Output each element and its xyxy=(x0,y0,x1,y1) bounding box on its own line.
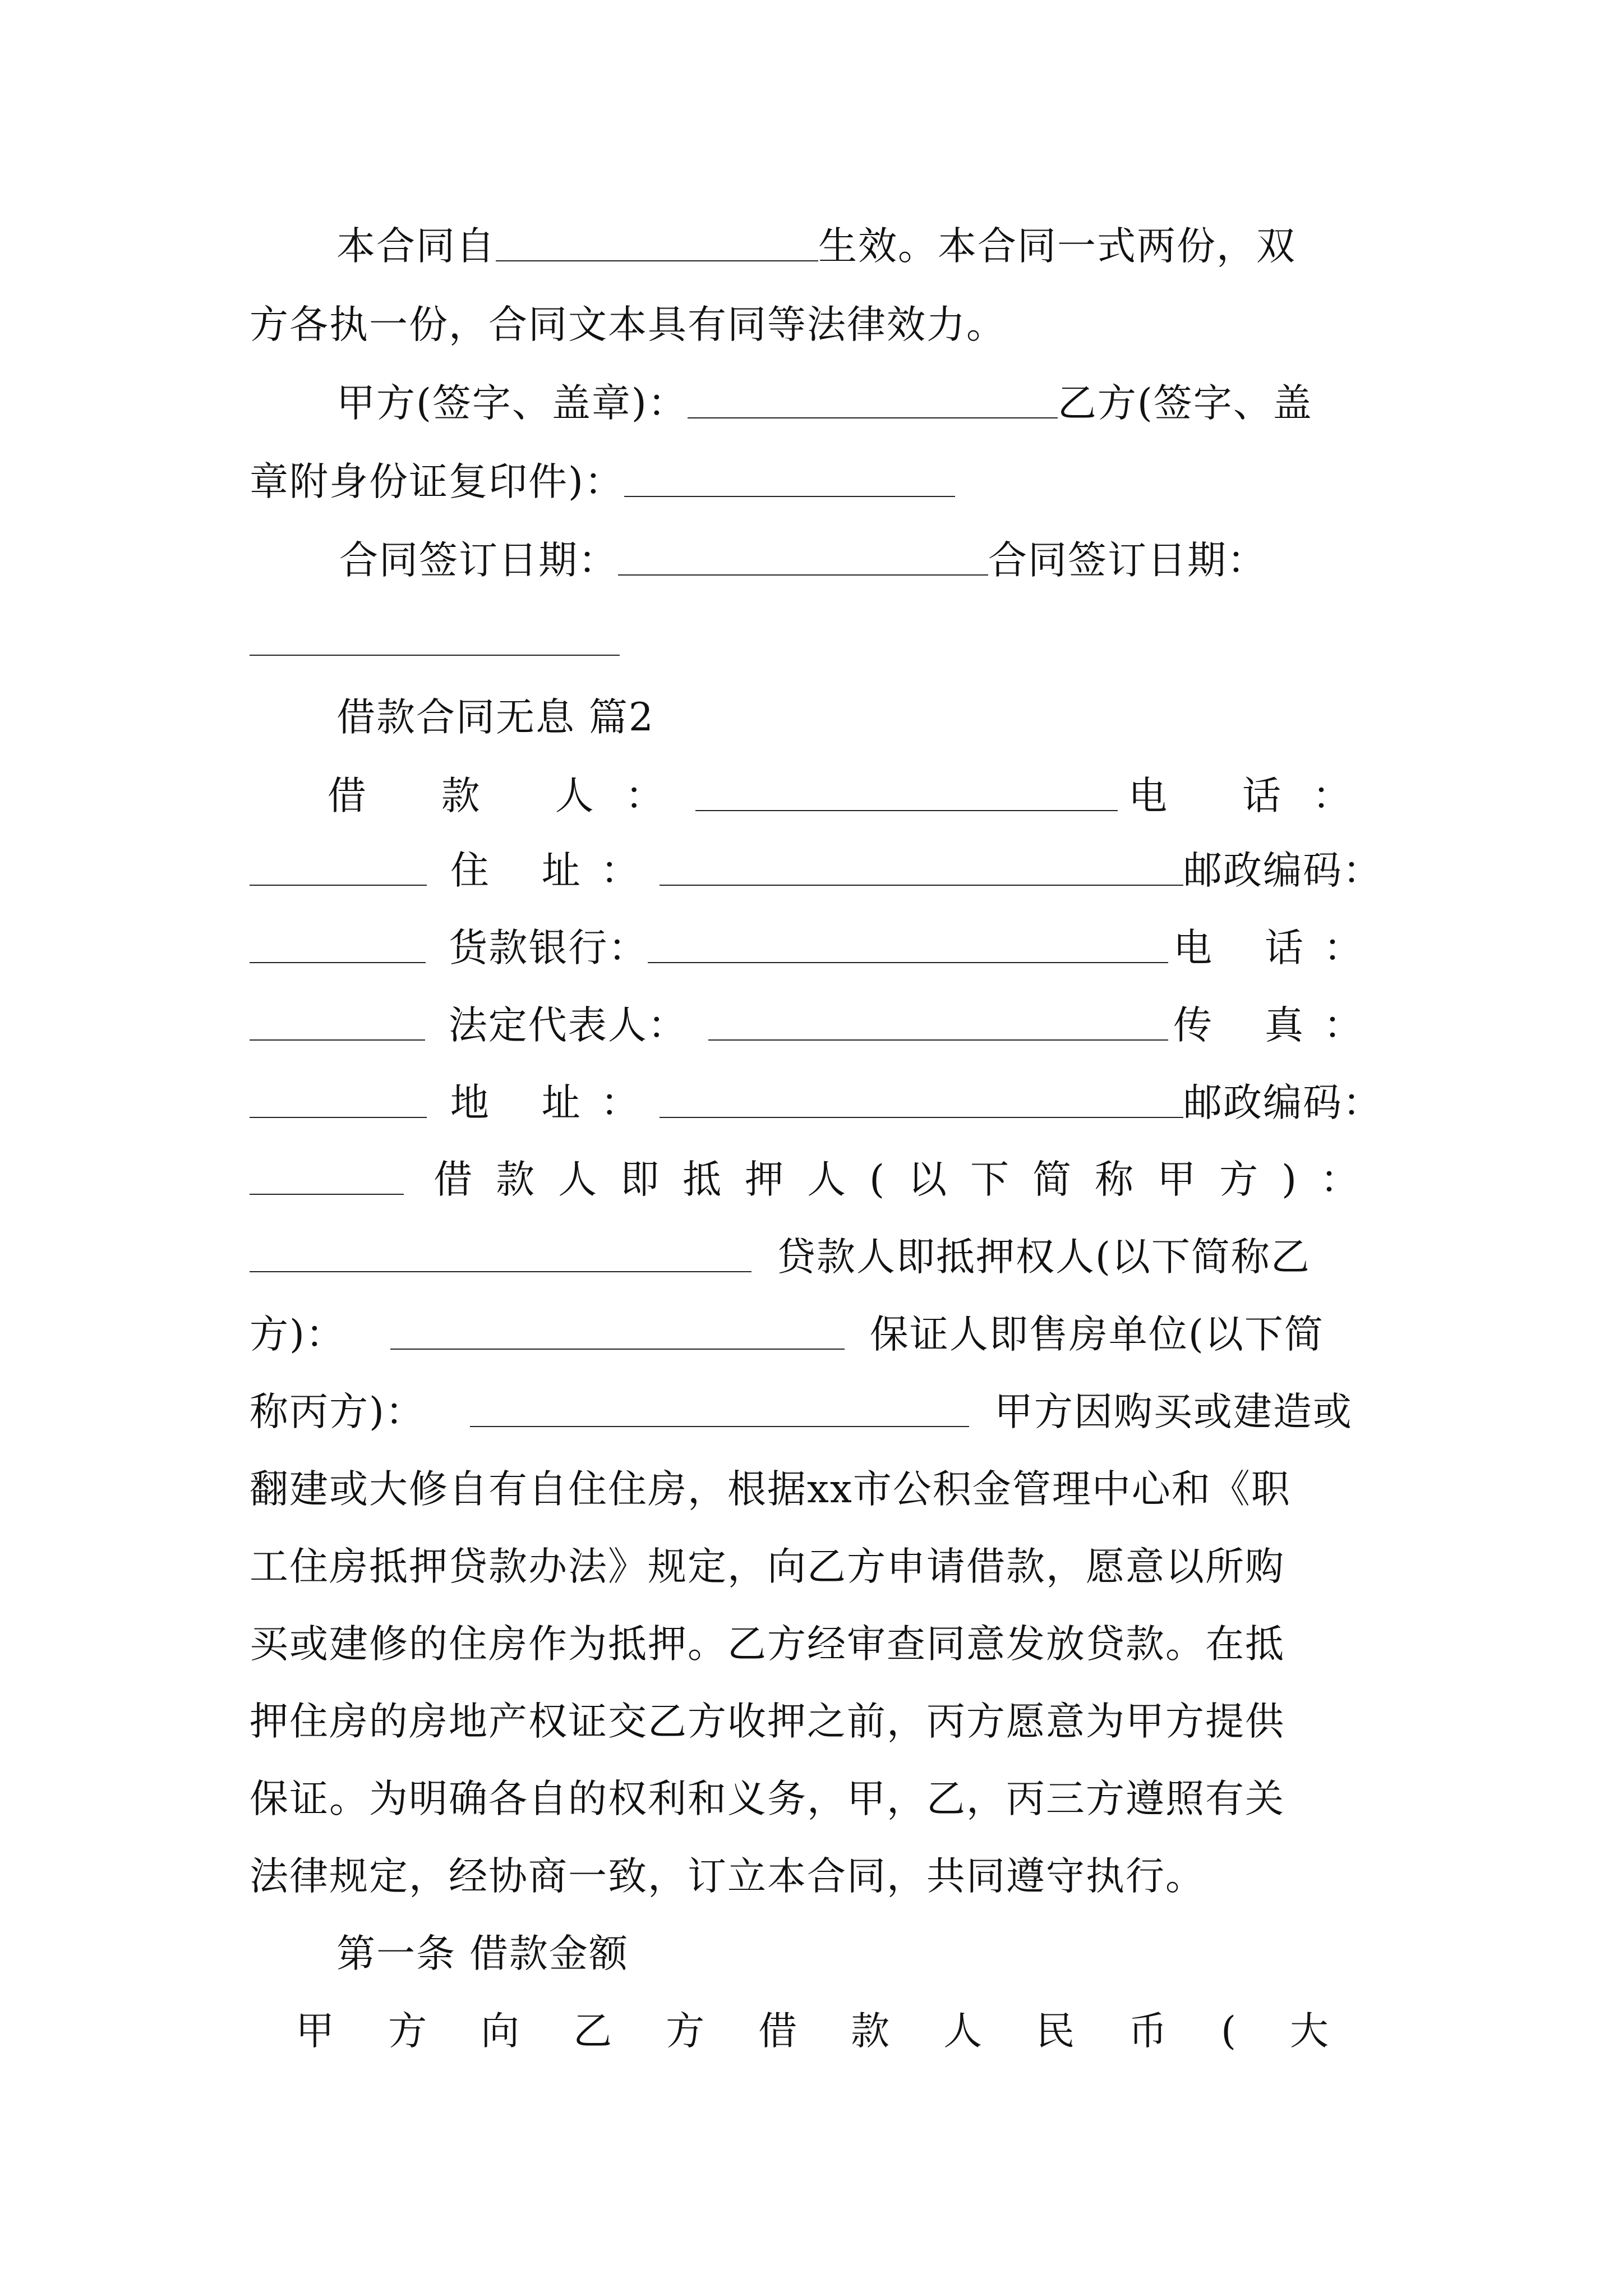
address-label-2: 地 址： xyxy=(450,1080,660,1125)
body-row-2 xyxy=(250,1443,1382,1527)
borrower-label: 借 款 人： xyxy=(327,773,695,818)
body-text-3: 工住房抵押贷款办法》规定，向乙方申请借款，愿意以所购 xyxy=(250,1544,1285,1589)
article-1-text-line xyxy=(250,1985,1382,2069)
party-a-signature-blank xyxy=(688,414,1058,418)
signature-line-a xyxy=(250,357,1382,441)
article-1-text: 甲方向乙方借款人民币(大 xyxy=(296,2008,1382,2054)
sign-date-label-a: 合同签订日期： xyxy=(339,537,618,583)
legal-rep-blank xyxy=(708,1036,1168,1041)
postcode-label-2: 邮政编码： xyxy=(1183,1080,1382,1125)
section-heading: 借款合同无息 篇2 xyxy=(336,694,654,740)
body-text-5: 押住房的房地产权证交乙方收押之前，丙方愿意为甲方提供 xyxy=(250,1699,1285,1744)
fax-blank xyxy=(250,1114,427,1118)
party-b-label-start: 贷款人即抵押权人(以下简称乙 xyxy=(777,1234,1311,1280)
fax-label: 传 真： xyxy=(1173,1002,1382,1048)
address-blank-1 xyxy=(660,881,1183,886)
party-b-signature-label: 乙方(签字、盖 xyxy=(1057,380,1313,426)
phone-label-1: 电 话： xyxy=(1128,773,1382,818)
party-b-signature-blank xyxy=(624,493,955,497)
address-label-1: 住 址： xyxy=(450,848,660,893)
effective-date-blank xyxy=(496,257,818,261)
effective-clause-line xyxy=(250,200,1382,284)
address-row-1 xyxy=(250,825,1382,909)
party-b-blank xyxy=(390,1345,845,1350)
borrower-row xyxy=(250,750,1382,834)
party-b-row xyxy=(250,1211,1382,1295)
sign-date-blank-line xyxy=(250,595,1382,679)
party-a-signature-label: 甲方(签字、盖章)： xyxy=(336,380,688,426)
bank-label: 货款银行： xyxy=(449,925,648,970)
article-1-heading: 第一条 借款金额 xyxy=(336,1931,629,1976)
body-text-1: 甲方因购买或建造或 xyxy=(994,1389,1353,1434)
body-text-6: 保证。为明确各自的权利和义务，甲，乙，丙三方遵照有关 xyxy=(250,1776,1285,1821)
party-a-row xyxy=(250,1134,1382,1218)
copies-clause-line xyxy=(250,279,1382,363)
party-c-blank xyxy=(470,1423,969,1427)
legal-rep-label: 法定代表人： xyxy=(448,1002,688,1048)
bank-row xyxy=(250,902,1382,986)
party-c-label-end: 称丙方)： xyxy=(250,1389,425,1434)
phone-blank-1 xyxy=(250,881,427,886)
bank-blank xyxy=(648,959,1168,963)
body-text-7: 法律规定，经协商一致，订立本合同，共同遵守执行。 xyxy=(250,1853,1205,1899)
signature-line-b xyxy=(250,436,1382,520)
party-b-label-end: 方)： xyxy=(250,1312,345,1357)
legal-rep-row xyxy=(250,979,1382,1064)
body-row-4 xyxy=(250,1598,1382,1682)
phone-label-2: 电 话： xyxy=(1173,925,1382,970)
sign-date-blank-a xyxy=(618,571,988,576)
postcode-blank-2 xyxy=(250,1190,404,1195)
sign-date-line xyxy=(250,514,1382,599)
copies-clause-text: 方各执一份，合同文本具有同等法律效力。 xyxy=(250,302,1006,347)
phone-blank-2 xyxy=(250,1036,425,1041)
body-text-2: 翻建或大修自有自住住房，根据xx市公积金管理中心和《职 xyxy=(250,1466,1291,1512)
party-a-blank xyxy=(250,1268,751,1272)
body-text-4: 买或建修的住房作为抵押。乙方经审查同意发放贷款。在抵 xyxy=(250,1621,1285,1667)
effective-clause-start: 本合同自 xyxy=(336,223,496,269)
postcode-blank-1 xyxy=(250,959,426,963)
address-row-2 xyxy=(250,1057,1382,1141)
effective-clause-end: 生效。本合同一式两份，双 xyxy=(818,223,1296,269)
party-c-row xyxy=(250,1289,1382,1373)
body-row-6 xyxy=(250,1753,1382,1837)
body-row-5 xyxy=(250,1676,1382,1760)
article-1-heading-line xyxy=(250,1908,1382,1992)
section-heading-line xyxy=(250,671,1382,756)
body-row-3 xyxy=(250,1521,1382,1605)
borrower-blank xyxy=(695,807,1118,811)
postcode-label-1: 邮政编码： xyxy=(1183,848,1382,893)
body-row-7 xyxy=(250,1830,1382,1915)
body-row-1 xyxy=(250,1366,1382,1450)
sign-date-blank-b xyxy=(250,651,620,656)
sign-date-label-b: 合同签订日期： xyxy=(988,537,1267,583)
address-blank-2 xyxy=(660,1114,1183,1118)
party-b-id-label: 章附身份证复印件)： xyxy=(250,459,624,504)
party-a-label: 借款人即抵押人(以下简称甲方)： xyxy=(434,1157,1382,1202)
party-c-label-start: 保证人即售房单位(以下简 xyxy=(869,1312,1324,1357)
